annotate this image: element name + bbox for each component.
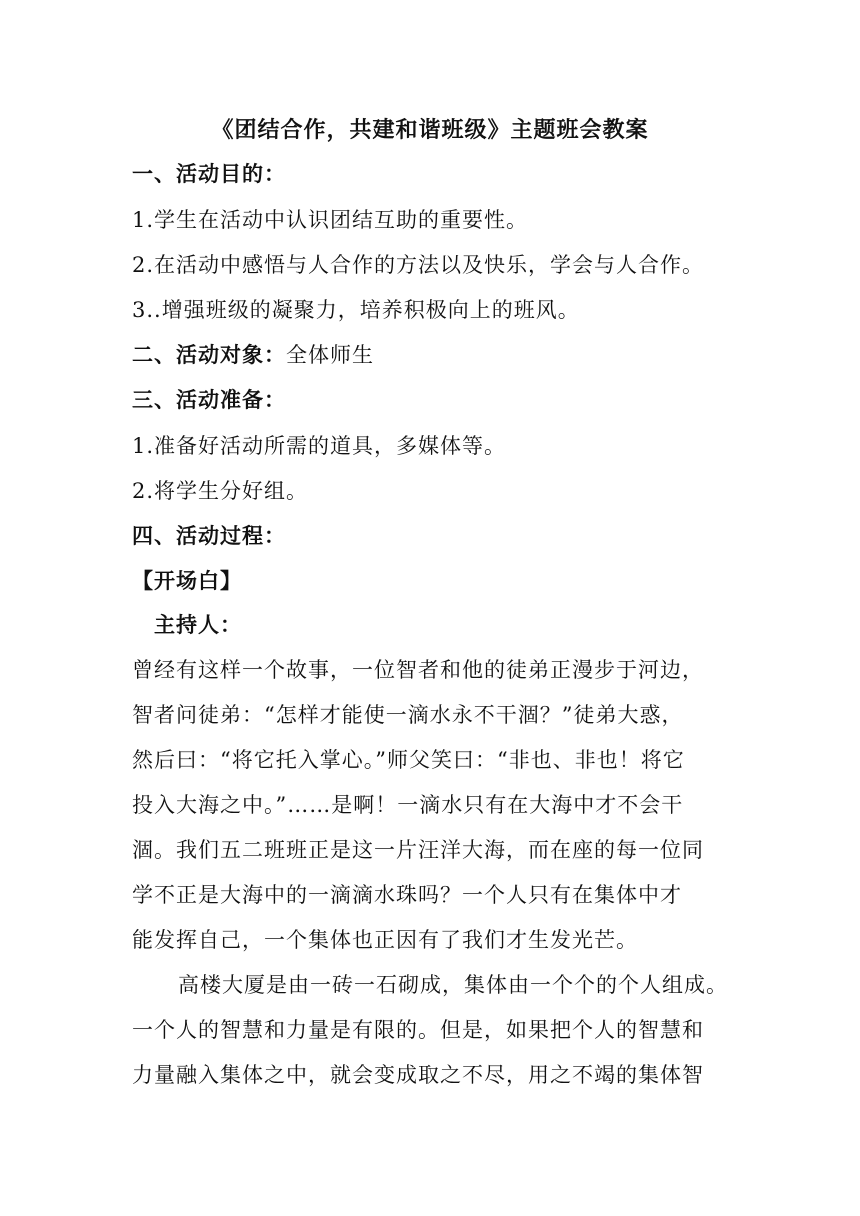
paragraph-line: 能发挥自己，一个集体也正因有了我们才生发光芒。: [132, 928, 638, 952]
purpose-item-1: 1.学生在活动中认识团结互助的重要性。: [132, 208, 529, 232]
paragraph-line: 涸。我们五二班班正是这一片汪洋大海，而在座的每一位同: [132, 838, 704, 862]
host-label: 主持人：: [154, 612, 242, 637]
paragraph-line: 力量融入集体之中，就会变成取之不尽，用之不竭的集体智: [132, 1063, 704, 1087]
purpose-item-3: 3..增强班级的凝聚力，培养积极向上的班风。: [132, 298, 580, 322]
section-heading-audience: 二、活动对象：: [132, 342, 286, 367]
audience-value: 全体师生: [286, 343, 374, 367]
purpose-item-2: 2.在活动中感悟与人合作的方法以及快乐，学会与人合作。: [132, 253, 705, 277]
paragraph-line: 学不正是大海中的一滴滴水珠吗？一个人只有在集体中才: [132, 883, 682, 907]
section-audience: [132, 340, 374, 370]
section-heading-process: 四、活动过程：: [132, 523, 286, 548]
paragraph-line: 曾经有这样一个故事，一位智者和他的徒弟正漫步于河边，: [132, 658, 704, 682]
section-heading-preparation: 三、活动准备：: [132, 387, 286, 412]
section-heading-purpose: 一、活动目的：: [132, 161, 286, 186]
paragraph-line: 一个人的智慧和力量是有限的。但是，如果把个人的智慧和: [132, 1018, 704, 1042]
preparation-item-2: 2.将学生分好组。: [132, 479, 309, 503]
opening-label: 【开场白】: [132, 568, 242, 593]
document-title: 《团结合作，共建和谐班级》主题班会教案: [211, 117, 649, 143]
paragraph-line: 投入大海之中。”……是啊！一滴水只有在大海中才不会干: [132, 793, 684, 817]
paragraph-line: 然后曰：“将它托入掌心。”师父笑曰：“非也、非也！将它: [132, 748, 685, 772]
paragraph-line: 高楼大厦是由一砖一石砌成，集体由一个个的个人组成。: [178, 973, 728, 997]
preparation-item-1: 1.准备好活动所需的道具，多媒体等。: [132, 434, 507, 458]
paragraph-line: 智者问徒弟：“怎样才能使一滴水永不干涸？”徒弟大惑，: [132, 703, 684, 727]
